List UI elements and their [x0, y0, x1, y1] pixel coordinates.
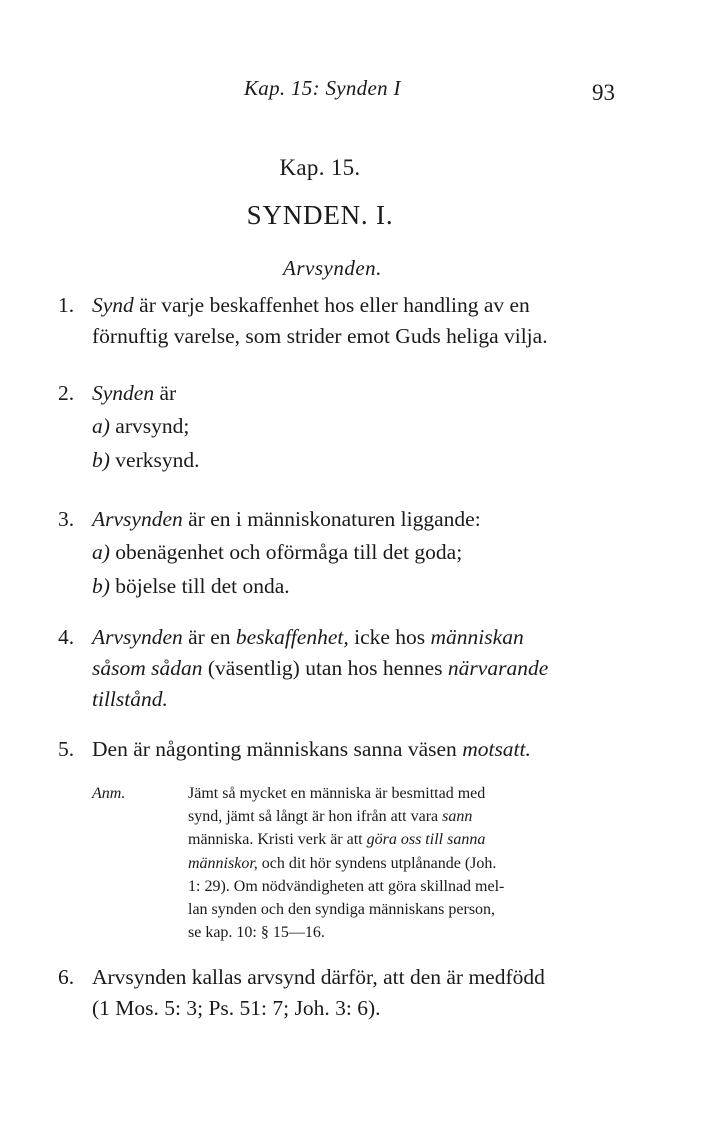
emphasis: tillstånd.	[92, 687, 168, 711]
paragraph-line: Arvsynden kallas arvsynd därför, att den är medfödd	[92, 965, 545, 989]
list-item-a: a) obenägenhet och oförmåga till det goda;	[92, 540, 463, 564]
item-label: b)	[92, 574, 110, 598]
paragraph-4	[58, 622, 658, 715]
running-head: Kap. 15: Synden I	[244, 76, 401, 100]
paragraph-line: såsom sådan (väsentlig) utan hos hennes närvarande	[92, 656, 549, 680]
paragraph-line: Arvsynden är en beskaffenhet, icke hos människan	[92, 625, 524, 649]
annotation-label: Anm.	[92, 785, 126, 802]
list-item-b: b) böjelse till det onda.	[92, 574, 290, 598]
note-line: människor, och dit hör syndens utplånande (Joh.	[188, 854, 497, 872]
paragraph-number: 5.	[58, 737, 75, 761]
emphasis: människor,	[188, 854, 258, 872]
paragraph-number: 3.	[58, 507, 75, 531]
emphasis: beskaffenhet,	[235, 625, 349, 649]
paragraph-2	[58, 378, 658, 477]
annotation-note	[92, 782, 632, 944]
item-label: b)	[92, 448, 110, 472]
page-number: 93	[592, 80, 615, 105]
term: Synd	[92, 293, 134, 317]
paragraph-number: 1.	[58, 293, 75, 317]
note-line: se kap. 10: § 15—16.	[188, 924, 325, 942]
paragraph-line: Synd är varje beskaffenhet hos eller handling av en	[92, 293, 530, 317]
emphasis: sann	[442, 808, 473, 826]
paragraph-line	[92, 684, 658, 715]
emphasis: motsatt.	[462, 737, 531, 761]
note-line: 1: 29). Om nödvändigheten att göra skillnad mel-	[188, 877, 505, 895]
paragraph-line: Synden är	[92, 381, 177, 405]
emphasis: människan	[430, 625, 524, 649]
paragraph-number: 6.	[58, 965, 75, 989]
paragraph-number: 2.	[58, 381, 75, 405]
emphasis: närvarande	[447, 656, 549, 680]
paragraph-6	[58, 962, 658, 1024]
item-label: a)	[92, 414, 110, 438]
list-item-a: a) arvsynd;	[92, 414, 190, 438]
paragraph-line: förnuftig varelse, som strider emot Guds heliga vilja.	[92, 324, 548, 348]
paragraph-line: (1 Mos. 5: 3; Ps. 51: 7; Joh. 3: 6).	[92, 996, 381, 1020]
item-label: a)	[92, 540, 110, 564]
paragraph-3	[58, 504, 658, 603]
note-line: synd, jämt så långt är hon ifrån att vara sann	[188, 808, 473, 826]
paragraph-number: 4.	[58, 625, 75, 649]
paragraph-line: Den är någonting människans sanna väsen motsatt.	[92, 737, 531, 761]
paragraph-1	[58, 290, 658, 352]
note-line: lan synden och den syndiga människans person,	[188, 901, 496, 919]
list-item-b: b) verksynd.	[92, 448, 200, 472]
emphasis: såsom sådan	[92, 656, 203, 680]
term: Synden	[92, 381, 155, 405]
paragraph-line: Arvsynden är en i människonaturen liggande:	[92, 507, 481, 531]
chapter-label: Kap. 15.	[279, 155, 361, 180]
note-line: Jämt så mycket en människa är besmittad med	[188, 785, 486, 802]
note-line: människa. Kristi verk är att göra oss till sanna	[188, 831, 486, 849]
term: Arvsynden	[92, 625, 183, 649]
emphasis: göra oss till sanna	[366, 831, 486, 849]
section-subtitle: Arvsynden.	[283, 256, 382, 280]
term: Arvsynden	[92, 507, 183, 531]
chapter-title: SYNDEN. I.	[246, 200, 394, 230]
paragraph-5	[58, 734, 658, 765]
